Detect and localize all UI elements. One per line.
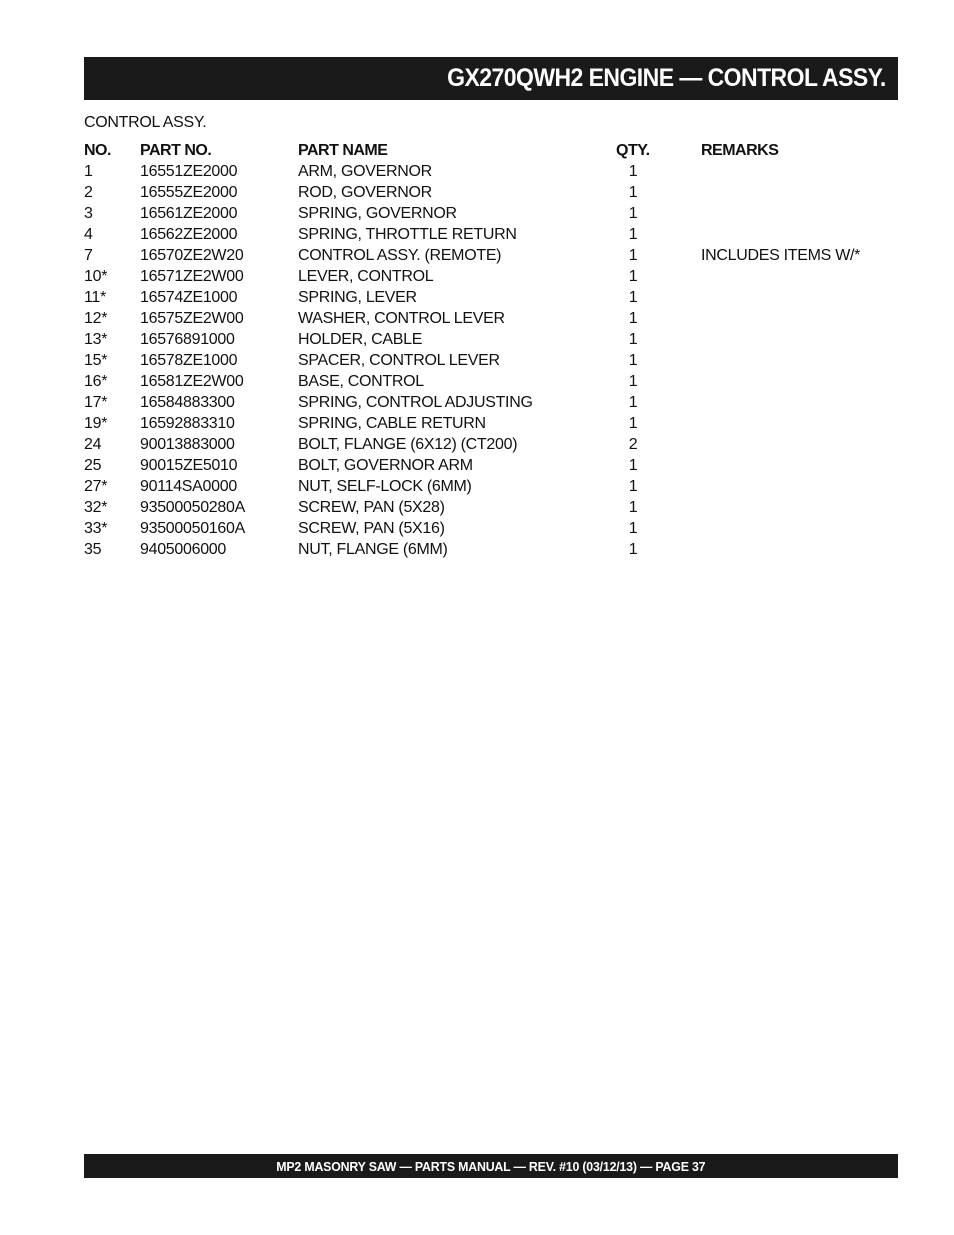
cell-no: 24 bbox=[84, 436, 102, 453]
table-row bbox=[84, 161, 898, 182]
cell-no: 7 bbox=[84, 247, 93, 264]
cell-part-name: LEVER, CONTROL bbox=[298, 268, 434, 285]
cell-part-no: 90013883000 bbox=[140, 436, 235, 453]
cell-part-no: 16571ZE2W00 bbox=[140, 268, 244, 285]
cell-part-name: WASHER, CONTROL LEVER bbox=[298, 310, 505, 327]
cell-part-name: SCREW, PAN (5X28) bbox=[298, 499, 445, 516]
cell-part-name: NUT, FLANGE (6MM) bbox=[298, 541, 448, 558]
cell-part-name: SCREW, PAN (5X16) bbox=[298, 520, 445, 537]
cell-no: 32* bbox=[84, 499, 108, 516]
cell-no: 13* bbox=[84, 331, 108, 348]
cell-part-no: 16581ZE2W00 bbox=[140, 373, 244, 390]
column-header-no: NO. bbox=[84, 142, 111, 159]
cell-qty: 1 bbox=[628, 289, 638, 306]
table-row bbox=[84, 392, 898, 413]
cell-qty: 1 bbox=[628, 499, 638, 516]
table-row bbox=[84, 308, 898, 329]
table-row bbox=[84, 182, 898, 203]
column-header-qty: QTY. bbox=[616, 142, 650, 159]
cell-part-no: 16584883300 bbox=[140, 394, 235, 411]
table-row bbox=[84, 371, 898, 392]
table-row bbox=[84, 203, 898, 224]
parts-table-body bbox=[84, 161, 898, 560]
cell-part-no: 93500050280A bbox=[140, 499, 245, 516]
cell-qty: 1 bbox=[628, 457, 638, 474]
cell-qty: 1 bbox=[628, 352, 638, 369]
cell-part-no: 9405006000 bbox=[140, 541, 226, 558]
cell-qty: 1 bbox=[628, 205, 638, 222]
cell-part-name: SPRING, LEVER bbox=[298, 289, 417, 306]
cell-part-name: CONTROL ASSY. (REMOTE) bbox=[298, 247, 502, 264]
page-footer-text: MP2 MASONRY SAW — PARTS MANUAL — REV. #10 (03/12/13) — PAGE 37 bbox=[276, 1158, 706, 1174]
cell-part-name: SPRING, THROTTLE RETURN bbox=[298, 226, 517, 243]
cell-part-no: 90114SA0000 bbox=[140, 478, 237, 495]
table-row bbox=[84, 476, 898, 497]
cell-remarks: INCLUDES ITEMS W/* bbox=[701, 247, 861, 264]
cell-qty: 1 bbox=[628, 184, 638, 201]
parts-table bbox=[84, 140, 898, 560]
page-footer-bar bbox=[84, 1154, 898, 1178]
cell-no: 3 bbox=[84, 205, 93, 222]
cell-part-name: NUT, SELF-LOCK (6MM) bbox=[298, 478, 472, 495]
cell-no: 15* bbox=[84, 352, 108, 369]
cell-qty: 1 bbox=[628, 394, 638, 411]
table-row bbox=[84, 329, 898, 350]
cell-part-no: 16555ZE2000 bbox=[140, 184, 238, 201]
cell-no: 33* bbox=[84, 520, 108, 537]
table-row bbox=[84, 224, 898, 245]
cell-part-name: SPRING, GOVERNOR bbox=[298, 205, 457, 222]
page-title-bar bbox=[84, 57, 898, 100]
cell-part-no: 16562ZE2000 bbox=[140, 226, 238, 243]
cell-no: 1 bbox=[84, 163, 93, 180]
cell-qty: 1 bbox=[628, 331, 638, 348]
cell-no: 27* bbox=[84, 478, 108, 495]
cell-qty: 1 bbox=[628, 247, 638, 264]
table-row bbox=[84, 287, 898, 308]
table-row bbox=[84, 434, 898, 455]
cell-part-name: SPACER, CONTROL LEVER bbox=[298, 352, 500, 369]
column-header-part-name: PART NAME bbox=[298, 142, 388, 159]
table-row bbox=[84, 518, 898, 539]
cell-qty: 2 bbox=[628, 436, 638, 453]
cell-no: 25 bbox=[84, 457, 102, 474]
table-row bbox=[84, 266, 898, 287]
cell-part-no: 16574ZE1000 bbox=[140, 289, 238, 306]
cell-no: 10* bbox=[84, 268, 108, 285]
cell-part-name: BASE, CONTROL bbox=[298, 373, 424, 390]
cell-qty: 1 bbox=[628, 415, 638, 432]
cell-part-no: 16561ZE2000 bbox=[140, 205, 238, 222]
cell-part-no: 16570ZE2W20 bbox=[140, 247, 244, 264]
cell-qty: 1 bbox=[628, 268, 638, 285]
cell-part-name: ARM, GOVERNOR bbox=[298, 163, 432, 180]
column-header-remarks: REMARKS bbox=[701, 142, 779, 159]
column-header-part-no: PART NO. bbox=[140, 142, 212, 159]
cell-part-name: SPRING, CABLE RETURN bbox=[298, 415, 486, 432]
table-row bbox=[84, 245, 898, 266]
cell-part-name: BOLT, FLANGE (6X12) (CT200) bbox=[298, 436, 518, 453]
cell-part-name: ROD, GOVERNOR bbox=[298, 184, 432, 201]
cell-part-no: 90015ZE5010 bbox=[140, 457, 238, 474]
cell-qty: 1 bbox=[628, 478, 638, 495]
cell-part-name: BOLT, GOVERNOR ARM bbox=[298, 457, 473, 474]
table-row bbox=[84, 497, 898, 518]
page-title: GX270QWH2 ENGINE — CONTROL ASSY. bbox=[447, 64, 886, 92]
cell-qty: 1 bbox=[628, 541, 638, 558]
table-row bbox=[84, 539, 898, 560]
cell-part-no: 93500050160A bbox=[140, 520, 245, 537]
cell-no: 17* bbox=[84, 394, 108, 411]
cell-part-no: 16578ZE1000 bbox=[140, 352, 238, 369]
cell-qty: 1 bbox=[628, 310, 638, 327]
section-label: CONTROL ASSY. bbox=[84, 114, 207, 131]
cell-no: 19* bbox=[84, 415, 108, 432]
cell-no: 16* bbox=[84, 373, 108, 390]
parts-table-header bbox=[84, 140, 898, 161]
cell-no: 35 bbox=[84, 541, 102, 558]
cell-qty: 1 bbox=[628, 163, 638, 180]
cell-part-name: SPRING, CONTROL ADJUSTING bbox=[298, 394, 533, 411]
cell-no: 4 bbox=[84, 226, 93, 243]
cell-part-no: 16576891000 bbox=[140, 331, 235, 348]
cell-part-no: 16551ZE2000 bbox=[140, 163, 238, 180]
cell-no: 12* bbox=[84, 310, 108, 327]
cell-part-no: 16592883310 bbox=[140, 415, 235, 432]
cell-qty: 1 bbox=[628, 373, 638, 390]
cell-qty: 1 bbox=[628, 520, 638, 537]
cell-no: 2 bbox=[84, 184, 93, 201]
cell-no: 11* bbox=[84, 289, 106, 306]
table-row bbox=[84, 350, 898, 371]
table-row bbox=[84, 413, 898, 434]
table-row bbox=[84, 455, 898, 476]
cell-part-no: 16575ZE2W00 bbox=[140, 310, 244, 327]
cell-part-name: HOLDER, CABLE bbox=[298, 331, 423, 348]
cell-qty: 1 bbox=[628, 226, 638, 243]
